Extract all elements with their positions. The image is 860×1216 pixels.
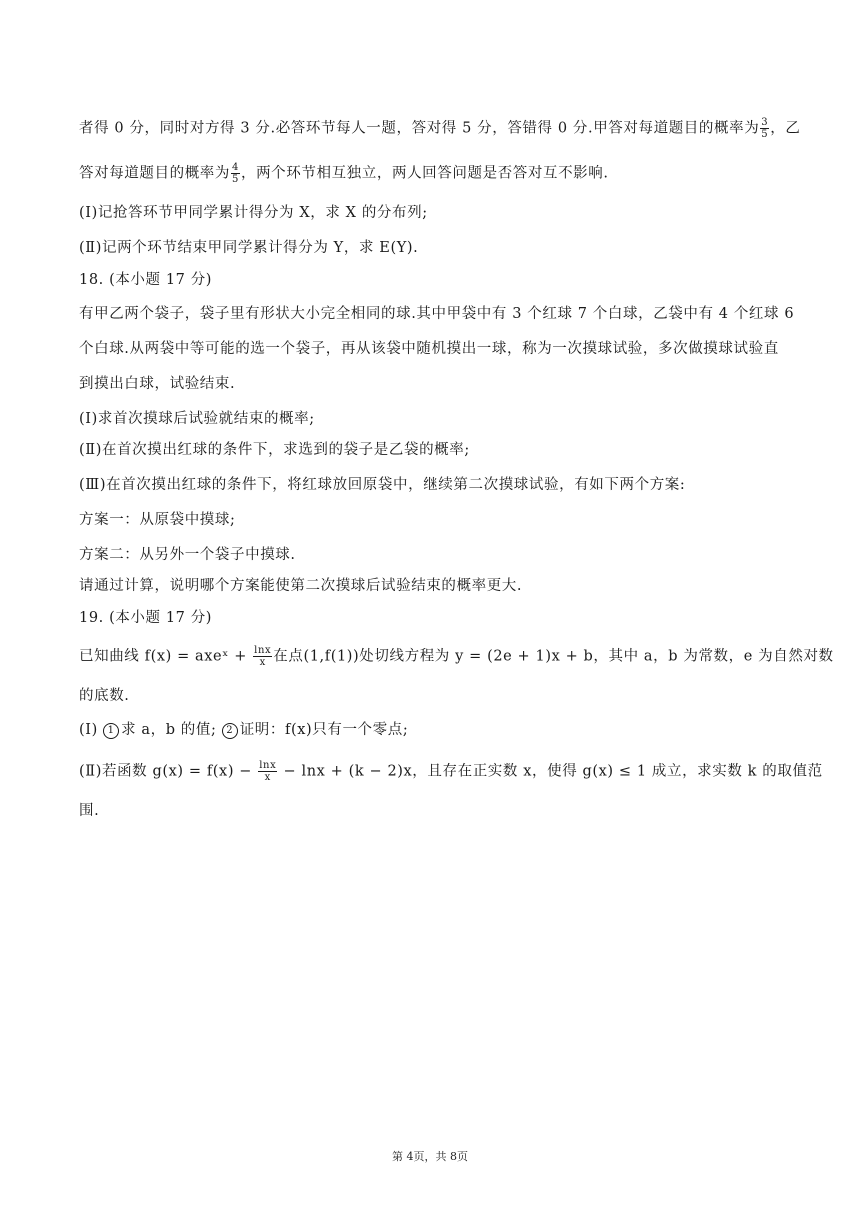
q19-part-2-cont: 围. [79,803,100,819]
q17-text: 者得 0 分，同时对方得 3 分.必答环节每人一题，答对得 5 分，答错得 0 分.甲答对每道题目的概率为 [79,120,760,137]
q18-heading: 18. (本小题 17 分) [79,272,213,288]
q19-line-2: 的底数. [79,688,130,704]
q17-part-1: (Ⅰ)记抢答环节甲同学累计得分为 X，求 X 的分布列; [79,205,428,221]
q18-plan-2: 方案二：从另外一个袋子中摸球. [79,547,296,563]
page-footer: 第 4页，共 8页 [392,1150,468,1163]
fraction-4-5: $\frac{4}{5}$ [232,162,239,185]
fraction-3-5: $\frac{3}{5}$ [761,117,769,140]
q18-part-3: (Ⅲ)在首次摸出红球的条件下，将红球放回原袋中，继续第二次摸球试验，有如下两个方案: [79,477,686,493]
q18-plan-1: 方案一：从原袋中摸球; [79,512,236,528]
q18-body-line-2: 个白球.从两袋中等可能的选一个袋子，再从该袋中随机摸出一球，称为一次摸球试验，多次做摸球试验直 [79,341,779,357]
q19-line-1: 已知曲线 f(x) = axeˣ + $\frac{\ln x}{x}$ 在点(1,f(1))处切线方程为 y = (2e + 1)x + b，其中 a，b 为常数，e 为自然对数 [79,645,834,668]
fraction-lnx-over-x: $\frac{\ln x}{x}$ [254,645,272,668]
q18-part-2: (Ⅱ)在首次摸出红球的条件下，求选到的袋子是乙袋的概率; [79,442,470,458]
q19-part-1: (Ⅰ) 1 求 a，b 的值; 2 证明：f(x)只有一个零点; [79,722,409,738]
q18-body-line-3: 到摸出白球，试验结束. [79,376,236,392]
q17-part-2: (Ⅱ)记两个环节结束甲同学累计得分为 Y，求 E(Y). [79,240,419,256]
q17-line-1: 者得 0 分，同时对方得 3 分.必答环节每人一题，答对得 5 分，答错得 0 分.甲答对每道题目的概率为 $\frac{3}{5}$ ，乙 [79,117,801,140]
q18-part-1: (Ⅰ)求首次摸球后试验就结束的概率; [79,411,315,427]
q18-ask: 请通过计算，说明哪个方案能使第二次摸球后试验结束的概率更大. [79,578,523,594]
circled-number-1: 1 [103,723,119,739]
fraction-lnx-over-x-2: $\frac{\ln x}{x}$ [259,760,277,783]
q17-line-2: 答对每道题目的概率为 $\frac{4}{5}$ ，两个环节相互独立，两人回答问题是否答对互不影响. [79,162,609,185]
q18-body-line-1: 有甲乙两个袋子，袋子里有形状大小完全相同的球.其中甲袋中有 3 个红球 7 个白球，乙袋中有 4 个红球 6 [79,306,795,322]
q19-heading: 19. (本小题 17 分) [79,610,213,626]
circled-number-2: 2 [222,723,238,739]
q19-part-2: (Ⅱ)若函数 g(x) = f(x) − $\frac{\ln x}{x}$ − lnx + (k − 2)x，且存在正实数 x，使得 g(x) ≤ 1 成立，求实数 k 的取值范 [79,760,823,783]
